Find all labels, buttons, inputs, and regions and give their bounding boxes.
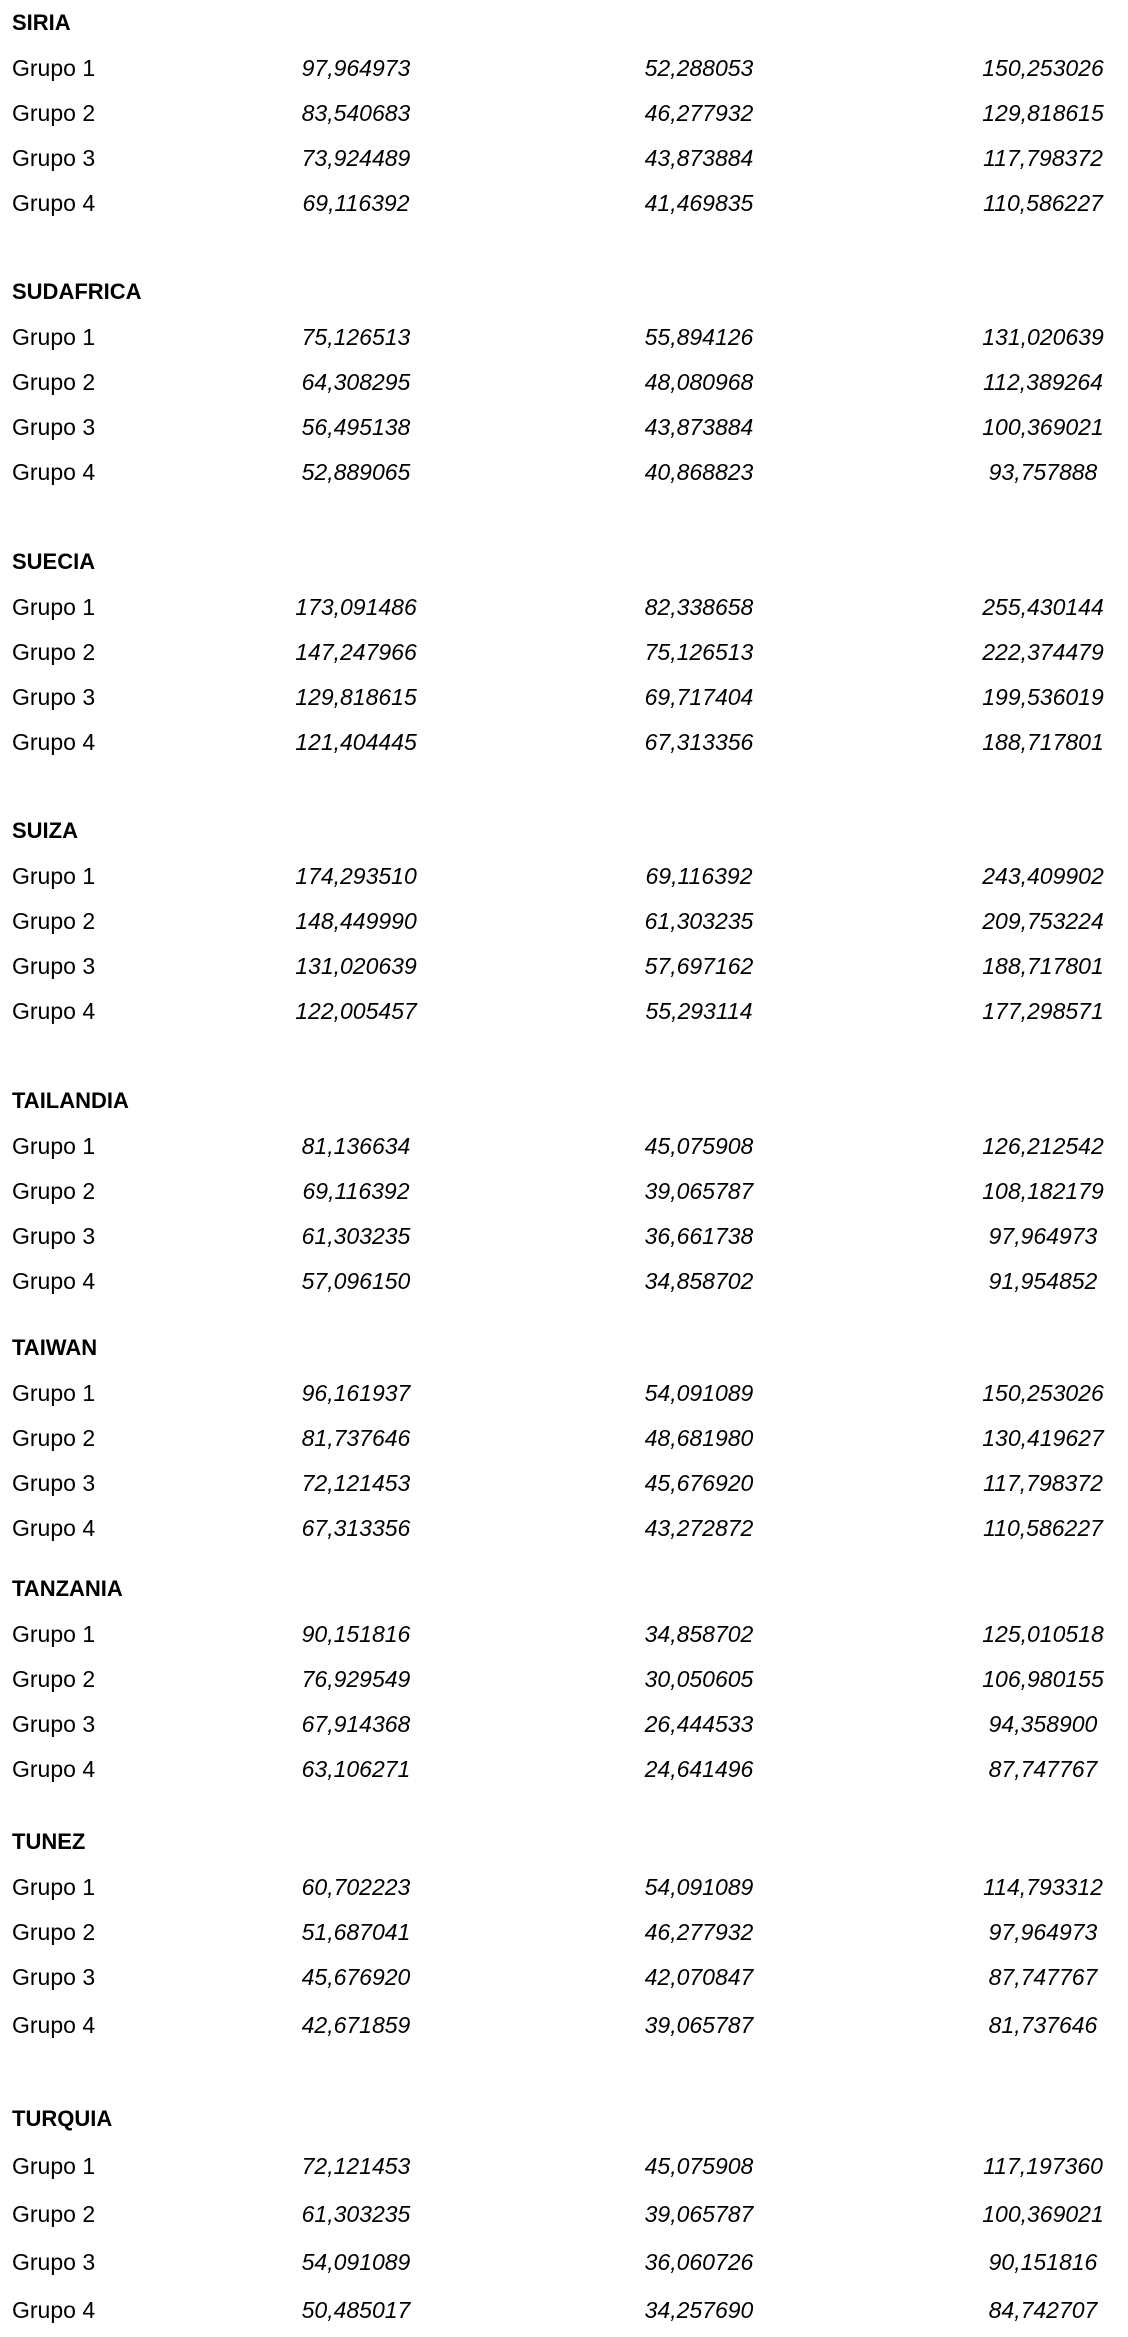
group-label: Grupo 1 bbox=[12, 324, 96, 350]
value-col-2: 43,873884 bbox=[644, 414, 754, 440]
group-label: Grupo 3 bbox=[12, 1964, 96, 1990]
value-col-3: 117,197360 bbox=[983, 2153, 1103, 2179]
group-label: Grupo 2 bbox=[12, 1425, 96, 1451]
group-label: Grupo 4 bbox=[12, 190, 96, 216]
value-col-1: 57,096150 bbox=[301, 1268, 411, 1294]
value-col-1: 69,116392 bbox=[302, 190, 410, 216]
table-row bbox=[0, 1754, 1128, 1784]
table-row bbox=[0, 1917, 1128, 1947]
country-title: TAILANDIA bbox=[12, 1088, 129, 1113]
table-row bbox=[0, 1378, 1128, 1408]
value-col-1: 90,151816 bbox=[301, 1621, 411, 1647]
value-col-3: 222,374479 bbox=[982, 639, 1104, 665]
value-col-2: 54,091089 bbox=[644, 1380, 754, 1406]
value-col-1: 75,126513 bbox=[301, 324, 411, 350]
value-col-1: 147,247966 bbox=[295, 639, 417, 665]
value-col-2: 39,065787 bbox=[644, 2201, 754, 2227]
value-col-3: 81,737646 bbox=[988, 2012, 1098, 2038]
value-col-1: 64,308295 bbox=[301, 369, 411, 395]
group-label: Grupo 2 bbox=[12, 100, 96, 126]
value-col-3: 188,717801 bbox=[982, 729, 1104, 755]
group-label: Grupo 4 bbox=[12, 2297, 96, 2323]
table-row bbox=[0, 1423, 1128, 1453]
value-col-1: 83,540683 bbox=[301, 100, 411, 126]
value-col-3: 114,793312 bbox=[983, 1874, 1103, 1900]
value-col-1: 50,485017 bbox=[301, 2297, 411, 2323]
value-col-2: 54,091089 bbox=[644, 1874, 754, 1900]
country-title: SUIZA bbox=[12, 818, 78, 843]
value-col-2: 52,288053 bbox=[644, 55, 754, 81]
value-col-2: 24,641496 bbox=[644, 1756, 754, 1782]
value-col-2: 82,338658 bbox=[644, 594, 754, 620]
value-col-3: 87,747767 bbox=[988, 1756, 1098, 1782]
table-row bbox=[0, 143, 1128, 173]
table-row bbox=[0, 727, 1128, 757]
group-label: Grupo 3 bbox=[12, 684, 96, 710]
table-row bbox=[0, 996, 1128, 1026]
value-col-3: 177,298571 bbox=[982, 998, 1104, 1024]
group-label: Grupo 1 bbox=[12, 1874, 96, 1900]
value-col-1: 72,121453 bbox=[301, 2153, 411, 2179]
country-title: SIRIA bbox=[12, 10, 71, 35]
value-col-3: 108,182179 bbox=[982, 1178, 1104, 1204]
group-label: Grupo 3 bbox=[12, 1470, 96, 1496]
group-label: Grupo 1 bbox=[12, 594, 96, 620]
table-row bbox=[0, 861, 1128, 891]
value-col-2: 55,293114 bbox=[645, 998, 753, 1024]
country-title: SUDAFRICA bbox=[12, 279, 142, 304]
group-label: Grupo 4 bbox=[12, 2012, 96, 2038]
country-title: TAIWAN bbox=[12, 1335, 98, 1360]
table-row bbox=[0, 98, 1128, 128]
value-col-1: 60,702223 bbox=[301, 1874, 411, 1900]
value-col-3: 84,742707 bbox=[988, 2297, 1098, 2323]
table-row bbox=[0, 637, 1128, 667]
value-col-3: 199,536019 bbox=[982, 684, 1104, 710]
group-label: Grupo 3 bbox=[12, 145, 96, 171]
value-col-2: 43,272872 bbox=[644, 1515, 754, 1541]
table-row bbox=[0, 322, 1128, 352]
table-row bbox=[0, 53, 1128, 83]
table-row bbox=[0, 1709, 1128, 1739]
value-col-2: 48,681980 bbox=[644, 1425, 754, 1451]
value-col-1: 61,303235 bbox=[301, 2201, 411, 2227]
group-label: Grupo 2 bbox=[12, 2201, 96, 2227]
value-col-2: 40,868823 bbox=[644, 459, 754, 485]
value-col-1: 76,929549 bbox=[301, 1666, 411, 1692]
value-col-2: 34,257690 bbox=[644, 2297, 754, 2323]
value-col-3: 125,010518 bbox=[982, 1621, 1104, 1647]
table-row bbox=[0, 2010, 1128, 2040]
group-label: Grupo 2 bbox=[12, 908, 96, 934]
value-col-1: 131,020639 bbox=[295, 953, 417, 979]
country-title: TANZANIA bbox=[12, 1576, 123, 1601]
group-label: Grupo 3 bbox=[12, 953, 96, 979]
table-row bbox=[0, 1513, 1128, 1543]
group-label: Grupo 4 bbox=[12, 1515, 96, 1541]
value-col-1: 63,106271 bbox=[301, 1756, 411, 1782]
value-col-2: 36,661738 bbox=[644, 1223, 754, 1249]
value-col-1: 51,687041 bbox=[301, 1919, 411, 1945]
table-row bbox=[0, 1266, 1128, 1296]
value-col-3: 100,369021 bbox=[982, 414, 1104, 440]
value-col-2: 39,065787 bbox=[644, 2012, 754, 2038]
value-col-2: 48,080968 bbox=[644, 369, 754, 395]
value-col-3: 97,964973 bbox=[988, 1919, 1098, 1945]
value-col-3: 100,369021 bbox=[982, 2201, 1104, 2227]
country-title: TURQUIA bbox=[12, 2106, 113, 2131]
group-label: Grupo 2 bbox=[12, 639, 96, 665]
group-label: Grupo 1 bbox=[12, 863, 96, 889]
value-col-3: 126,212542 bbox=[982, 1133, 1104, 1159]
table-row bbox=[0, 1872, 1128, 1902]
value-col-1: 67,914368 bbox=[301, 1711, 411, 1737]
value-col-1: 97,964973 bbox=[301, 55, 411, 81]
table-row bbox=[0, 1962, 1128, 1992]
value-col-2: 57,697162 bbox=[644, 953, 754, 979]
value-col-3: 117,798372 bbox=[983, 145, 1103, 171]
value-col-3: 110,586227 bbox=[983, 1515, 1103, 1541]
value-col-1: 56,495138 bbox=[301, 414, 411, 440]
value-col-2: 43,873884 bbox=[644, 145, 754, 171]
table-row bbox=[0, 412, 1128, 442]
group-label: Grupo 4 bbox=[12, 459, 96, 485]
value-col-2: 34,858702 bbox=[644, 1268, 754, 1294]
value-col-1: 52,889065 bbox=[301, 459, 411, 485]
table-row bbox=[0, 1176, 1128, 1206]
value-col-2: 30,050605 bbox=[644, 1666, 754, 1692]
group-label: Grupo 4 bbox=[12, 1756, 96, 1782]
table-row bbox=[0, 188, 1128, 218]
value-col-2: 67,313356 bbox=[644, 729, 754, 755]
value-col-3: 87,747767 bbox=[988, 1964, 1098, 1990]
value-col-2: 46,277932 bbox=[644, 1919, 754, 1945]
value-col-1: 173,091486 bbox=[295, 594, 417, 620]
value-col-2: 41,469835 bbox=[644, 190, 754, 216]
value-col-1: 81,136634 bbox=[301, 1133, 411, 1159]
table-row bbox=[0, 367, 1128, 397]
group-label: Grupo 2 bbox=[12, 369, 96, 395]
table-row bbox=[0, 2247, 1128, 2277]
value-col-3: 112,389264 bbox=[983, 369, 1103, 395]
value-col-3: 97,964973 bbox=[988, 1223, 1098, 1249]
value-col-3: 255,430144 bbox=[982, 594, 1104, 620]
group-label: Grupo 3 bbox=[12, 1223, 96, 1249]
value-col-1: 67,313356 bbox=[301, 1515, 411, 1541]
value-col-2: 55,894126 bbox=[644, 324, 754, 350]
value-col-3: 129,818615 bbox=[982, 100, 1104, 126]
value-col-1: 45,676920 bbox=[301, 1964, 411, 1990]
value-col-3: 106,980155 bbox=[982, 1666, 1104, 1692]
value-col-1: 72,121453 bbox=[301, 1470, 411, 1496]
table-row bbox=[0, 1131, 1128, 1161]
table-row bbox=[0, 1619, 1128, 1649]
table-row bbox=[0, 2199, 1128, 2229]
value-col-3: 110,586227 bbox=[983, 190, 1103, 216]
group-label: Grupo 1 bbox=[12, 1133, 96, 1159]
value-col-2: 69,116392 bbox=[645, 863, 753, 889]
value-col-3: 209,753224 bbox=[982, 908, 1104, 934]
value-col-1: 174,293510 bbox=[295, 863, 417, 889]
table-row bbox=[0, 1664, 1128, 1694]
value-col-1: 42,671859 bbox=[301, 2012, 411, 2038]
table-row bbox=[0, 2151, 1128, 2181]
value-col-2: 39,065787 bbox=[644, 1178, 754, 1204]
value-col-3: 150,253026 bbox=[982, 55, 1104, 81]
value-col-2: 26,444533 bbox=[644, 1711, 754, 1737]
table-row bbox=[0, 1468, 1128, 1498]
value-col-2: 61,303235 bbox=[644, 908, 754, 934]
value-col-3: 117,798372 bbox=[983, 1470, 1103, 1496]
country-title: TUNEZ bbox=[12, 1829, 86, 1854]
value-col-3: 90,151816 bbox=[988, 2249, 1098, 2275]
group-label: Grupo 4 bbox=[12, 729, 96, 755]
group-label: Grupo 4 bbox=[12, 998, 96, 1024]
value-col-1: 81,737646 bbox=[301, 1425, 411, 1451]
table-row bbox=[0, 951, 1128, 981]
value-col-1: 61,303235 bbox=[301, 1223, 411, 1249]
value-col-3: 188,717801 bbox=[982, 953, 1104, 979]
group-label: Grupo 2 bbox=[12, 1919, 96, 1945]
group-label: Grupo 1 bbox=[12, 1380, 96, 1406]
value-col-3: 93,757888 bbox=[988, 459, 1098, 485]
table-row bbox=[0, 592, 1128, 622]
table-row bbox=[0, 906, 1128, 936]
value-col-1: 69,116392 bbox=[302, 1178, 410, 1204]
value-col-3: 243,409902 bbox=[982, 863, 1104, 889]
value-col-3: 94,358900 bbox=[988, 1711, 1098, 1737]
table-row bbox=[0, 682, 1128, 712]
group-label: Grupo 1 bbox=[12, 2153, 96, 2179]
table-row bbox=[0, 1221, 1128, 1251]
value-col-2: 36,060726 bbox=[644, 2249, 754, 2275]
value-col-2: 34,858702 bbox=[644, 1621, 754, 1647]
value-col-3: 130,419627 bbox=[982, 1425, 1104, 1451]
value-col-3: 131,020639 bbox=[982, 324, 1104, 350]
value-col-3: 91,954852 bbox=[988, 1268, 1098, 1294]
value-col-2: 46,277932 bbox=[644, 100, 754, 126]
value-col-2: 45,075908 bbox=[644, 1133, 754, 1159]
group-label: Grupo 2 bbox=[12, 1666, 96, 1692]
value-col-1: 122,005457 bbox=[295, 998, 417, 1024]
value-col-1: 96,161937 bbox=[301, 1380, 411, 1406]
group-label: Grupo 4 bbox=[12, 1268, 96, 1294]
value-col-2: 45,676920 bbox=[644, 1470, 754, 1496]
group-label: Grupo 1 bbox=[12, 1621, 96, 1647]
value-col-1: 54,091089 bbox=[301, 2249, 411, 2275]
table-row bbox=[0, 457, 1128, 487]
value-col-1: 129,818615 bbox=[295, 684, 417, 710]
value-col-2: 42,070847 bbox=[644, 1964, 754, 1990]
table-row bbox=[0, 2295, 1128, 2325]
value-col-2: 45,075908 bbox=[644, 2153, 754, 2179]
country-title: SUECIA bbox=[12, 549, 96, 574]
group-label: Grupo 1 bbox=[12, 55, 96, 81]
value-col-3: 150,253026 bbox=[982, 1380, 1104, 1406]
group-label: Grupo 3 bbox=[12, 414, 96, 440]
group-label: Grupo 3 bbox=[12, 2249, 96, 2275]
value-col-2: 69,717404 bbox=[644, 684, 754, 710]
value-col-1: 121,404445 bbox=[295, 729, 417, 755]
value-col-2: 75,126513 bbox=[644, 639, 754, 665]
value-col-1: 148,449990 bbox=[295, 908, 417, 934]
group-label: Grupo 2 bbox=[12, 1178, 96, 1204]
group-label: Grupo 3 bbox=[12, 1711, 96, 1737]
value-col-1: 73,924489 bbox=[301, 145, 411, 171]
